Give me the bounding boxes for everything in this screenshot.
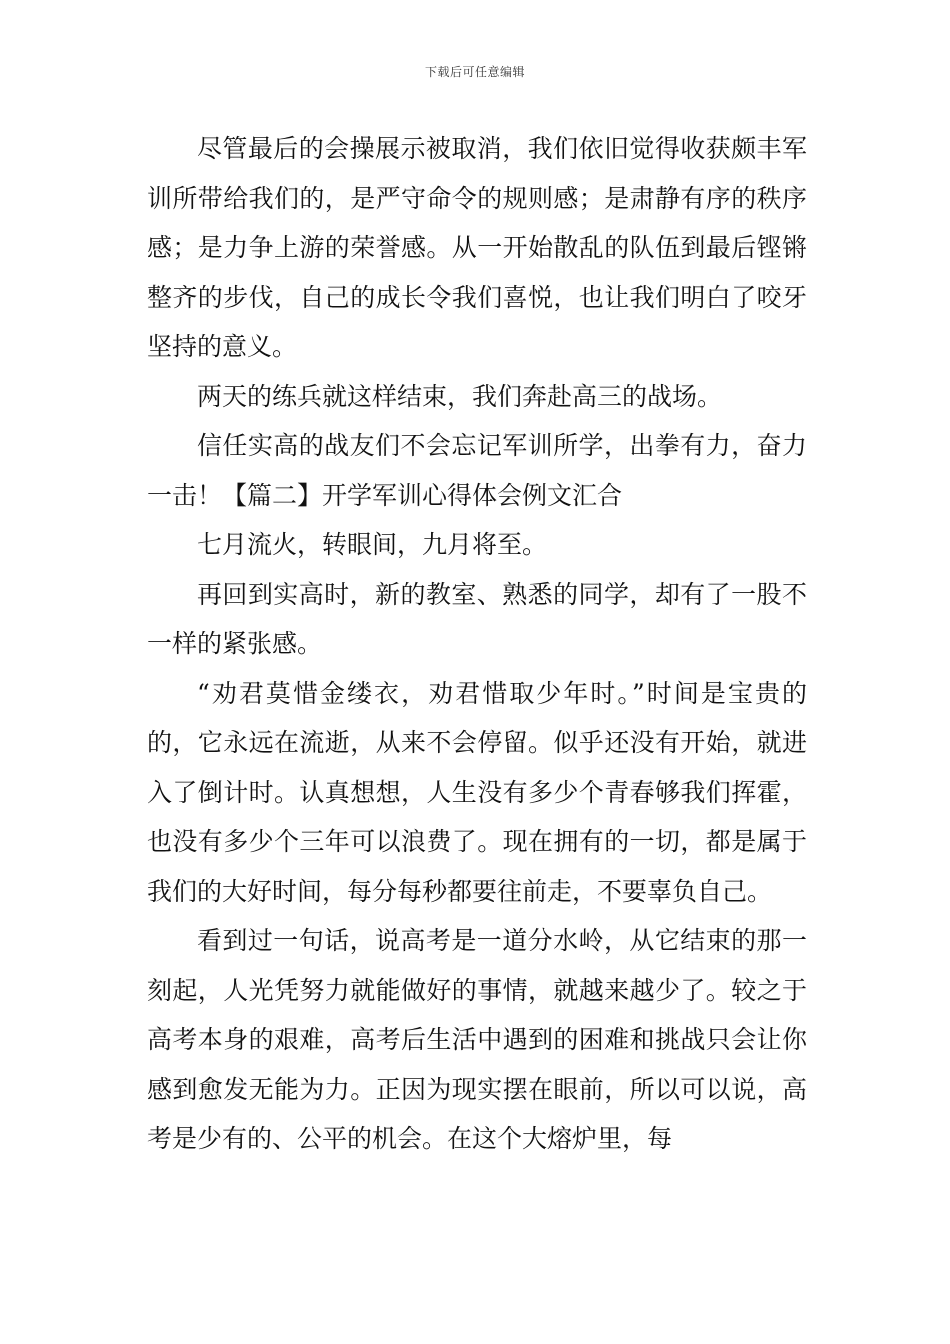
paragraph-4: 七月流火，转眼间，九月将至。 xyxy=(197,530,548,559)
document-body xyxy=(147,124,807,1164)
paragraph-2: 两天的练兵就这样结束，我们奔赴高三的战场。 xyxy=(197,381,723,411)
paragraph-5: 再回到实高时，新的教室、熟悉的同学，却有了一股不一样的紧张感。 xyxy=(147,579,807,658)
paragraph-6: “劝君莫惜金缕衣，劝君惜取少年时。”时间是宝贵的的，它永远在流逝，从来不会停留。似乎还没有开始，就进入了倒计时。认真想想，人生没有多少个青春够我们挥霍，也没有多少个三年可以浪费了。现在拥有的一切，都是属于我们的大好时间，每分每秒都要往前走，不要辜负自己。 xyxy=(147,678,807,906)
paragraph-3: 信任实高的战友们不会忘记军训所学，出拳有力，奋力一击！【篇二】开学军训心得体会例文汇合 xyxy=(147,431,807,510)
paragraph-1: 尽管最后的会操展示被取消，我们依旧觉得收获颇丰军训所带给我们的，是严守命令的规则感；是肃静有序的秩序感；是力争上游的荣誉感。从一开始散乱的队伍到最后铿锵整齐的步伐，自己的成长令我们喜悦，也让我们明白了咬牙坚持的意义。 xyxy=(147,134,807,361)
page-header: 下载后可任意编辑 xyxy=(424,65,525,79)
paragraph-7: 看到过一句话，说高考是一道分水岭，从它结束的那一刻起，人光凭努力就能做好的事情，就越来越少了。较之于高考本身的艰难，高考后生活中遇到的困难和挑战只会让你感到愈发无能为力。正因为现实摆在眼前，所以可以说，高考是少有的、公平的机会。在这个大熔炉里，每 xyxy=(147,926,807,1153)
